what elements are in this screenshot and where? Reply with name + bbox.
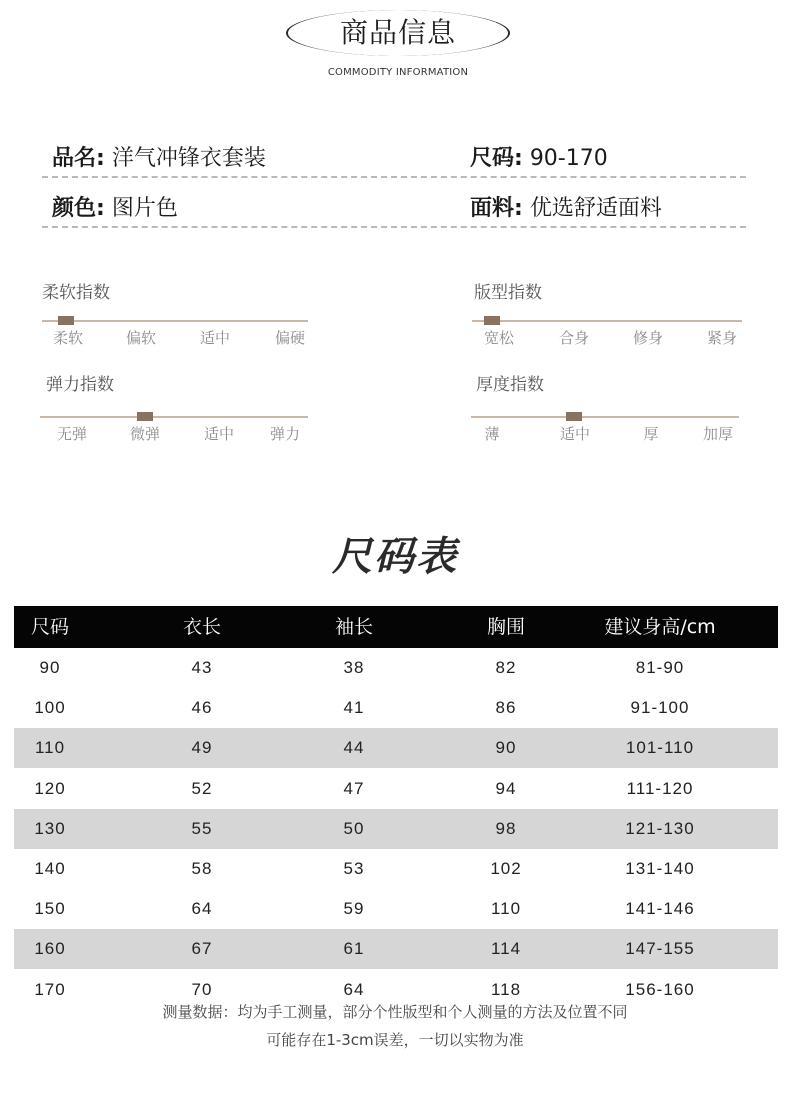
product-color	[52, 191, 178, 222]
table-cell: 52	[191, 778, 213, 798]
table-cell: 140	[34, 859, 66, 878]
table-cell: 91-100	[630, 698, 690, 718]
table-row	[14, 688, 778, 728]
elasticity-label: 微弹	[129, 425, 161, 443]
table-cell: 111-120	[626, 778, 694, 798]
table-cell: 70	[191, 979, 213, 999]
table-row	[14, 929, 778, 969]
table-cell: 160	[34, 939, 66, 959]
product-color-key: 颜色:	[52, 196, 105, 221]
table-cell: 120	[34, 778, 66, 798]
table-cell: 38	[343, 658, 365, 677]
softness-scale-marker	[58, 316, 74, 325]
table-cell: 46	[191, 698, 213, 718]
thickness-scale-line	[471, 416, 739, 418]
softness-label: 柔软	[52, 329, 84, 347]
fit-label: 紧身	[706, 329, 738, 347]
table-cell: 114	[490, 939, 522, 959]
fit-index-title: 版型指数	[474, 283, 542, 303]
elasticity-scale-marker	[137, 412, 153, 421]
table-cell: 90	[495, 738, 517, 758]
table-cell: 110	[34, 738, 66, 758]
table-cell: 58	[191, 859, 213, 878]
table-cell: 67	[191, 939, 213, 959]
table-cell: 61	[343, 939, 365, 959]
fit-scale-line	[472, 320, 742, 322]
product-size-value: 90-170	[529, 146, 608, 171]
table-row	[14, 809, 778, 849]
table-cell: 170	[34, 979, 66, 999]
section-title: 商品信息	[339, 16, 456, 49]
table-cell: 130	[34, 818, 66, 838]
table-cell: 43	[191, 658, 213, 677]
product-name-key: 品名:	[52, 146, 105, 171]
table-cell: 41	[343, 698, 365, 718]
size-chart-title: 尺码表	[332, 534, 458, 580]
table-cell: 59	[343, 899, 365, 919]
elasticity-index-title: 弹力指数	[46, 375, 114, 395]
thickness-label: 适中	[559, 425, 591, 443]
thickness-label: 加厚	[702, 425, 734, 443]
table-cell: 47	[343, 778, 365, 798]
product-color-value: 图片色	[111, 196, 178, 221]
fit-label: 合身	[558, 329, 590, 347]
divider	[42, 176, 746, 178]
table-cell: 64	[343, 979, 365, 999]
product-fabric	[470, 191, 662, 222]
table-cell: 110	[490, 899, 522, 919]
table-cell: 90	[39, 658, 61, 677]
table-cell: 82	[495, 658, 517, 677]
table-row	[14, 728, 778, 768]
elasticity-label: 弹力	[269, 425, 301, 443]
softness-label: 偏软	[125, 329, 157, 347]
table-row	[14, 648, 778, 688]
column-header: 袖长	[334, 616, 374, 638]
table-cell: 141-146	[625, 899, 695, 919]
product-size-key: 尺码:	[470, 146, 523, 171]
softness-label: 适中	[199, 329, 231, 347]
table-cell: 131-140	[625, 859, 695, 878]
product-fabric-key: 面料:	[470, 196, 523, 221]
table-cell: 49	[191, 738, 213, 758]
column-header: 衣长	[182, 616, 222, 638]
section-subtitle: COMMODITY INFORMATION	[327, 67, 469, 78]
softness-scale-line	[42, 320, 308, 322]
table-cell: 156-160	[625, 979, 695, 999]
table-cell: 118	[490, 979, 522, 999]
softness-index-title: 柔软指数	[42, 283, 110, 303]
product-fabric-value: 优选舒适面料	[529, 196, 662, 221]
measurement-note: 测量数据：均为手工测量，部分个性版型和个人测量的方法及位置不同	[162, 1003, 628, 1021]
size-table-header	[14, 606, 778, 648]
fit-scale-marker	[484, 316, 500, 325]
table-cell: 150	[34, 899, 66, 919]
thickness-scale-marker	[566, 412, 582, 421]
table-cell: 102	[490, 859, 522, 878]
table-cell: 86	[495, 698, 517, 718]
table-cell: 81-90	[635, 658, 685, 677]
table-cell: 98	[495, 818, 517, 838]
measurement-note: 可能存在1-3cm误差，一切以实物为准	[266, 1031, 524, 1049]
thickness-index-title: 厚度指数	[476, 375, 544, 395]
column-header: 尺码	[30, 616, 70, 638]
column-header: 胸围	[486, 616, 526, 638]
fit-label: 宽松	[483, 329, 515, 347]
softness-label: 偏硬	[274, 329, 306, 347]
product-size	[470, 141, 608, 172]
table-cell: 94	[495, 778, 517, 798]
product-name-value: 洋气冲锋衣套装	[111, 146, 266, 171]
table-cell: 147-155	[625, 939, 695, 959]
thickness-label: 厚	[643, 425, 659, 443]
column-header: 建议身高/cm	[604, 616, 716, 638]
product-name	[52, 141, 266, 172]
elasticity-label: 无弹	[56, 425, 88, 443]
table-cell: 64	[191, 899, 213, 919]
fit-label: 修身	[632, 329, 664, 347]
divider	[42, 226, 746, 228]
table-cell: 101-110	[625, 738, 695, 758]
table-cell: 50	[343, 818, 365, 838]
table-cell: 44	[343, 738, 365, 758]
thickness-label: 薄	[484, 425, 500, 443]
table-row	[14, 849, 778, 889]
table-cell: 53	[343, 859, 365, 878]
table-cell: 121-130	[625, 818, 695, 838]
table-row	[14, 769, 778, 809]
elasticity-scale-line	[40, 416, 308, 418]
table-cell: 55	[191, 818, 213, 838]
table-row	[14, 889, 778, 929]
table-cell: 100	[34, 698, 66, 718]
elasticity-label: 适中	[203, 425, 235, 443]
